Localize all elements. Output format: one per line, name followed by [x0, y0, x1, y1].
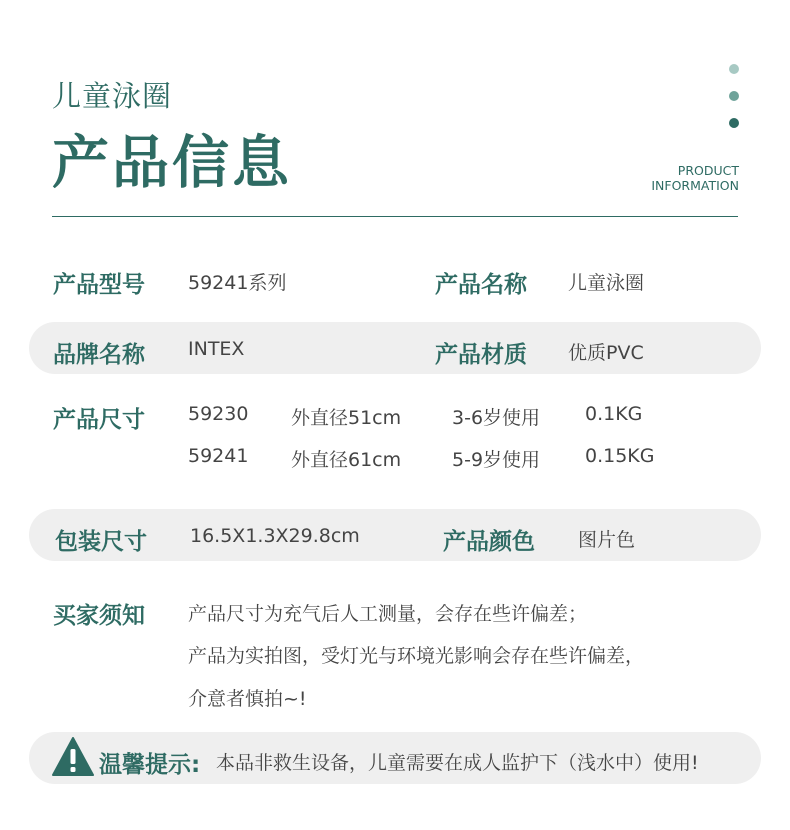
product-name-value: 儿童泳圈: [568, 272, 645, 294]
warning-text: 本品非救生设备，儿童需要在成人监护下（浅水中）使用!: [216, 752, 699, 774]
page-subtitle: 儿童泳圈: [52, 79, 173, 113]
size-age-1: 3-6岁使用: [452, 407, 541, 429]
notice-line-2: 产品为实拍图，受灯光与环境光影响会存在些许偏差，: [188, 645, 645, 667]
package-label: 包装尺寸: [55, 529, 147, 555]
color-label: 产品颜色: [443, 529, 535, 555]
notice-label: 买家须知: [53, 603, 145, 629]
dot-dark: [729, 118, 739, 128]
dot-medium: [729, 91, 739, 101]
model-label: 产品型号: [53, 272, 145, 298]
notice-line-1: 产品尺寸为充气后人工测量，会存在些许偏差；: [188, 603, 588, 625]
color-value: 图片色: [578, 529, 636, 551]
warning-label: 温馨提示:: [99, 752, 201, 778]
english-caption-line2: INFORMATION: [651, 177, 739, 193]
material-value: 优质PVC: [568, 342, 644, 364]
product-name-label: 产品名称: [435, 272, 527, 298]
size-diameter-2: 外直径61cm: [291, 449, 402, 471]
brand-label: 品牌名称: [53, 342, 145, 368]
brand-value: INTEX: [188, 338, 245, 360]
warning-triangle-icon: [52, 737, 94, 777]
size-weight-2: 0.15KG: [585, 445, 655, 467]
size-age-2: 5-9岁使用: [452, 449, 541, 471]
size-model-2: 59241: [188, 445, 249, 467]
package-value: 16.5X1.3X29.8cm: [190, 525, 360, 547]
model-value: 59241系列: [188, 272, 287, 294]
size-label: 产品尺寸: [53, 407, 145, 433]
dot-light: [729, 64, 739, 74]
page-title: 产品信息: [52, 130, 292, 196]
material-label: 产品材质: [435, 342, 527, 368]
size-weight-1: 0.1KG: [585, 403, 643, 425]
notice-line-3: 介意者慎拍~!: [188, 688, 307, 710]
english-caption: [651, 164, 739, 193]
size-model-1: 59230: [188, 403, 249, 425]
english-caption-line1: PRODUCT: [677, 163, 739, 178]
size-diameter-1: 外直径51cm: [291, 407, 402, 429]
header-divider: [52, 216, 738, 217]
